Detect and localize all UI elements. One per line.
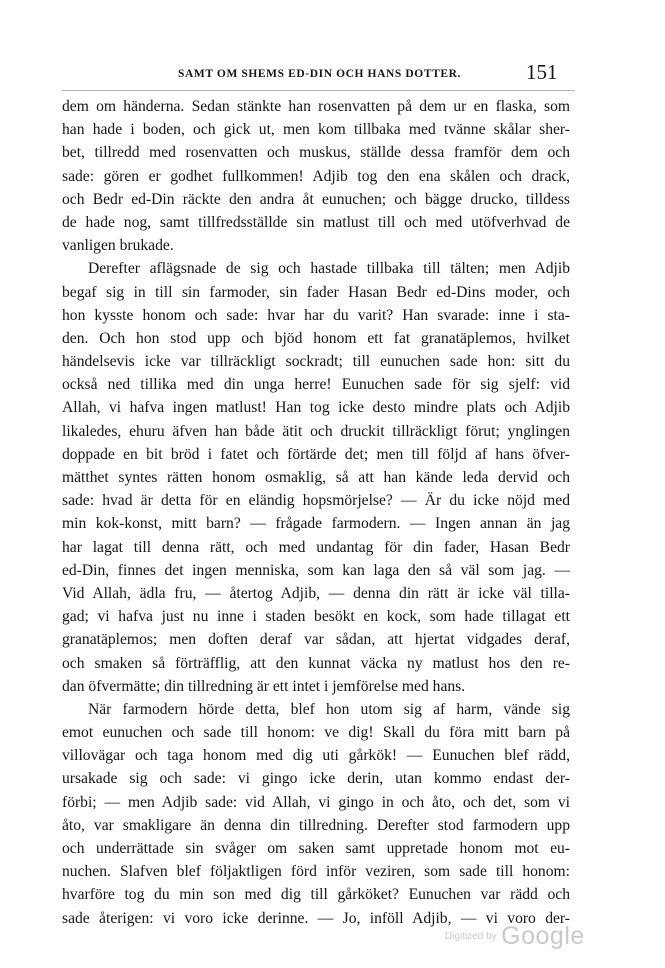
text-line: sade: hvad är detta för en eländig hopsmörjelse? — Är du icke nöjd med bbox=[62, 492, 570, 510]
text-line: nuchen. Slafven blef följaktligen förd inför veziren, som sade till honom: bbox=[62, 863, 570, 881]
text-line: den. Och hon stod upp och bjöd honom ett fat granatäplemos, hvilket bbox=[62, 329, 570, 347]
text-line: doppade en bit bröd i fatet och förtärde det; men till följd af hans öfver- bbox=[62, 445, 570, 463]
text-line: vanligen brukade. bbox=[62, 237, 174, 255]
text-line: förbi; — men Adjib sade: vid Allah, vi gingo in och åto, och det, som vi bbox=[62, 793, 570, 811]
google-logo: Google bbox=[501, 922, 585, 950]
text-line: också ned tillika med din unga herre! Eunuchen sade för sig sjelf: vid bbox=[62, 376, 570, 394]
text-line: hon kysste honom och sade: hvar har du varit? Han svarade: inne i sta- bbox=[62, 306, 570, 324]
text-line: likaledes, ehuru äfven han både ätit och druckit tillräckligt förut; ynglingen bbox=[62, 422, 570, 440]
watermark-prefix: Digitized by bbox=[445, 931, 497, 942]
text-line: begaf sig in till sin farmoder, sin fader Hasan Bedr ed-Dins moder, och bbox=[62, 283, 570, 301]
text-line: åto, var smakligare än denna din tillredning. Derefter stod farmodern upp bbox=[62, 816, 570, 834]
text-line: emot eunuchen och sade till honom: ve dig! Skall du föra mitt barn på bbox=[62, 724, 570, 742]
text-line: har lagat till denna rätt, och med undantag för din fader, Hasan Bedr bbox=[62, 538, 570, 556]
text-line: gad; vi hafva just nu inne i staden besökt en kock, som hade tillagat ett bbox=[62, 608, 570, 626]
text-line: ursakade sig och sade: vi gingo icke derin, utan kommo endast der- bbox=[62, 770, 570, 788]
text-line: dan öfvermätte; din tillredning är ett intet i jemförelse med hans. bbox=[62, 677, 466, 695]
text-line: och underrättade sin svåger om saken samt uppretade honom mot eu- bbox=[62, 840, 570, 857]
text-line: han hade i boden, och gick ut, men kom tillbaka med tvänne skålar sher- bbox=[62, 121, 570, 139]
text-line: granatäplemos; men doften deraf var sådan, att hjertat vidgades deraf, bbox=[62, 631, 570, 649]
digitized-watermark bbox=[445, 922, 585, 951]
text-line: och Bedr ed-Din räckte den andra åt eunuchen; och bägge drucko, tilldess bbox=[62, 190, 570, 208]
text-line: dem om händerna. Sedan stänkte han rosenvatten på dem ur en flaska, som bbox=[62, 98, 570, 115]
text-line: Derefter aflägsnade de sig och hastade tillbaka till tälten; men Adjib bbox=[88, 260, 570, 278]
page-number: 151 bbox=[526, 60, 558, 84]
text-line: ed-Din, finnes det ingen menniska, som kan laga den så väl som jag. — bbox=[62, 561, 570, 579]
text-line: min kok-konst, mitt barn? — frågade farmodern. — Ingen annan än jag bbox=[62, 515, 570, 533]
text-line: händelsevis icke var tillräckligt sockradt; till eunuchen sade hon: sitt du bbox=[62, 353, 570, 371]
text-line: mätthet syntes rätten honom osmaklig, så att han kände leda dervid och bbox=[62, 469, 570, 486]
text-line: de hade nog, samt tillfredsställde sin matlust till och med utöfverhvad de bbox=[62, 213, 570, 231]
text-line: sade återigen: vi voro icke derinne. — Jo, inföll Adjib, — vi voro der- bbox=[62, 909, 570, 927]
header-rule bbox=[62, 90, 575, 91]
body-text bbox=[62, 95, 570, 930]
running-title: SAMT OM SHEMS ED-DIN OCH HANS DOTTER. bbox=[178, 68, 462, 80]
text-line: och smaken så förträfflig, att den kunnat väcka ny matlust hos den re- bbox=[62, 654, 570, 672]
text-line: villovägar och taga honom med dig uti gårkök! — Eunuchen blef rädd, bbox=[62, 747, 570, 765]
text-line: När farmodern hörde detta, blef hon utom sig af harm, vände sig bbox=[88, 700, 570, 718]
text-line: Vid Allah, ädla fru, — återtog Adjib, — denna din rätt är icke väl tilla- bbox=[62, 584, 570, 602]
text-line: Allah, vi hafva ingen matlust! Han tog icke desto mindre plats och Adjib bbox=[62, 399, 570, 417]
text-line: sade: gören er godhet fullkommen! Adjib tog den ena skålen och drack, bbox=[62, 167, 570, 185]
text-line: bet, tillredd med rosenvatten och muskus, ställde dessa framför dem och bbox=[62, 144, 570, 162]
text-line: hvarföre tog du min son med dig till gårköket? Eunuchen var rädd och bbox=[62, 886, 570, 904]
